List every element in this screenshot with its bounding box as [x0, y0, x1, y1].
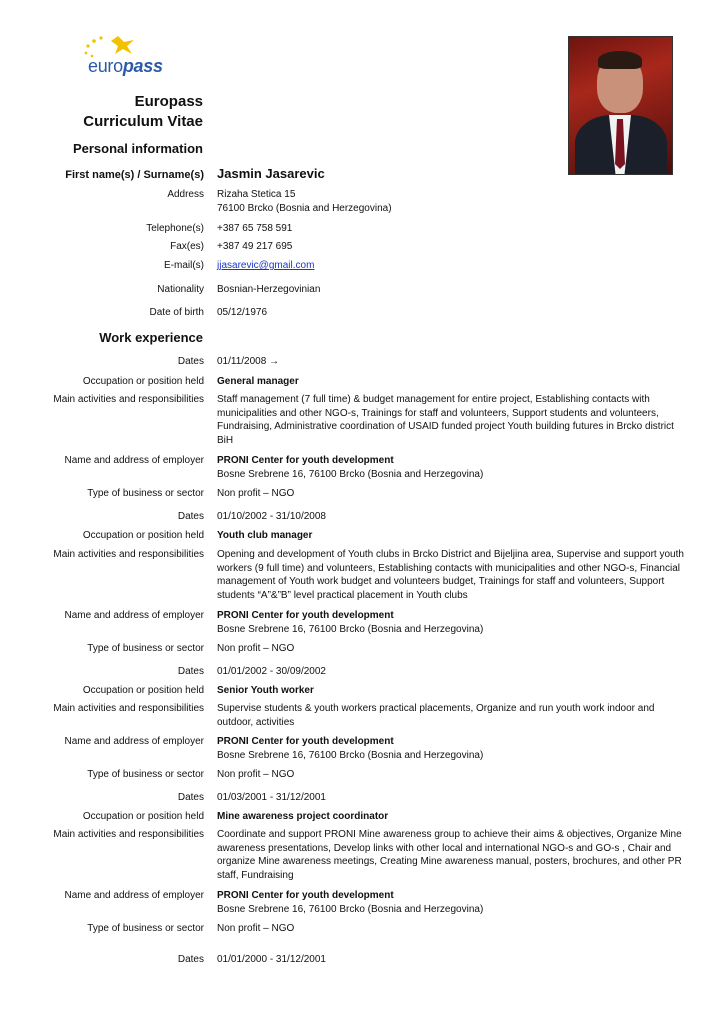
job2-employer-address: Bosne Srebrene 16, 76100 Brcko (Bosnia and Herzegovina): [217, 623, 484, 635]
job1-occupation-label: Occupation or position held: [82, 376, 204, 387]
job4-employer-name: PRONI Center for youth development: [217, 890, 394, 901]
nationality-value: Bosnian-Herzegovinian: [217, 284, 321, 295]
job1-dates-label: Dates: [177, 356, 204, 367]
job4-employer-label: Name and address of employer: [64, 890, 204, 901]
profile-photo: [568, 36, 673, 175]
fax-label: Fax(es): [170, 241, 204, 252]
email-label: E-mail(s): [164, 260, 204, 271]
job2-occupation: Youth club manager: [217, 530, 313, 541]
job1-business-label: Type of business or sector: [87, 488, 204, 499]
job2-employer-label: Name and address of employer: [64, 610, 204, 621]
job4-dates-label: Dates: [177, 792, 204, 803]
job1-dates: 01/11/2008 →: [217, 356, 280, 367]
job3-employer: [217, 735, 687, 762]
job2-occupation-label: Occupation or position held: [82, 530, 204, 541]
nationality-label: Nationality: [157, 284, 204, 295]
job1-activities-label: Main activities and responsibilities: [53, 394, 204, 405]
job5-dates-label: Dates: [177, 954, 204, 965]
email-link[interactable]: jjasarevic@gmail.com: [217, 260, 315, 271]
job1-employer-label: Name and address of employer: [64, 455, 204, 466]
cv-title-line2: Curriculum Vitae: [83, 113, 203, 130]
job4-dates: 01/03/2001 - 31/12/2001: [217, 792, 326, 803]
europass-logo: [78, 32, 178, 82]
job4-activities-label: Main activities and responsibilities: [53, 829, 204, 840]
address-label: Address: [167, 189, 204, 200]
dob-value: 05/12/1976: [217, 307, 268, 318]
job5-dates: 01/01/2000 - 31/12/2001: [217, 954, 326, 965]
job3-dates-label: Dates: [177, 666, 204, 677]
job2-employer: [217, 609, 687, 636]
job1-employer-name: PRONI Center for youth development: [217, 455, 394, 466]
job1-business: Non profit – NGO: [217, 488, 295, 499]
fax-value: +387 49 217 695: [217, 241, 293, 252]
job4-employer: [217, 889, 687, 916]
job2-business: Non profit – NGO: [217, 643, 295, 654]
address-line2: 76100 Brcko (Bosnia and Herzegovina): [217, 202, 392, 214]
cv-title-line1: Europass: [134, 93, 203, 110]
job3-employer-name: PRONI Center for youth development: [217, 736, 394, 747]
job3-occupation-label: Occupation or position held: [82, 685, 204, 696]
job3-business-label: Type of business or sector: [87, 769, 204, 780]
job4-business-label: Type of business or sector: [87, 923, 204, 934]
job1-occupation: General manager: [217, 376, 299, 387]
job3-employer-label: Name and address of employer: [64, 736, 204, 747]
job4-occupation: Mine awareness project coordinator: [217, 811, 389, 822]
job3-occupation: Senior Youth worker: [217, 685, 314, 696]
job2-employer-name: PRONI Center for youth development: [217, 610, 394, 621]
section-personal-information: Personal information: [72, 141, 203, 156]
job1-activities: Staff management (7 full time) & budget management for entire project, Establishing contacts with municipalities and other NGO-s, Trainings for staff and volunteers, Support students and volunteers, Fundraising, Administrative coordination of USAID funded project Youth building futures in Brcko district BiH: [217, 394, 674, 446]
job4-business: Non profit – NGO: [217, 923, 295, 934]
job2-activities: Opening and development of Youth clubs in Brcko District and Bijeljina area, Supervise and support youth workers (9 full time) and volunteers, Establishing contacts with municipalities and other NGO-s, Financial management of Youth work budget and volunteers budget, Trainings for staff and volunteers, Support students “A”&”B” level practical placement in Youth clubs: [217, 549, 684, 601]
job4-activities: Coordinate and support PRONI Mine awareness group to achieve their aims & objectives, Organize Mine awareness presentations, Develop links with other local and international NGO-s and GO-s , Chair and organize Mine awareness meetings, Creating Mine awareness manual, posters, brochures, and other PR staff, Fundraising: [217, 829, 682, 881]
job2-dates: 01/10/2002 - 31/10/2008: [217, 511, 326, 522]
job3-dates: 01/01/2002 - 30/09/2002: [217, 666, 326, 677]
name-label: First name(s) / Surname(s): [65, 169, 204, 181]
job2-dates-label: Dates: [177, 511, 204, 522]
job3-business: Non profit – NGO: [217, 769, 295, 780]
email-value: [217, 259, 687, 273]
job4-employer-address: Bosne Srebrene 16, 76100 Brcko (Bosnia and Herzegovina): [217, 903, 484, 915]
job1-employer: [217, 454, 687, 481]
dob-label: Date of birth: [149, 307, 204, 318]
job3-employer-address: Bosne Srebrene 16, 76100 Brcko (Bosnia and Herzegovina): [217, 749, 484, 761]
job3-activities: Supervise students & youth workers practical placements, Organize and run youth work indoor and outdoor, activities: [217, 703, 655, 728]
job3-activities-label: Main activities and responsibilities: [53, 703, 204, 714]
telephone-value: +387 65 758 591: [217, 223, 293, 234]
cv-title: [83, 92, 203, 132]
job2-business-label: Type of business or sector: [87, 643, 204, 654]
job4-occupation-label: Occupation or position held: [82, 811, 204, 822]
address-line1: Rizaha Stetica 15: [217, 189, 296, 200]
full-name: Jasmin Jasarevic: [217, 166, 325, 181]
logo-text: europass: [88, 56, 163, 76]
telephone-label: Telephone(s): [146, 223, 204, 234]
job2-activities-label: Main activities and responsibilities: [53, 549, 204, 560]
job1-employer-address: Bosne Srebrene 16, 76100 Brcko (Bosnia and Herzegovina): [217, 468, 484, 480]
section-work-experience: Work experience: [99, 330, 203, 345]
address-value: [217, 188, 687, 215]
